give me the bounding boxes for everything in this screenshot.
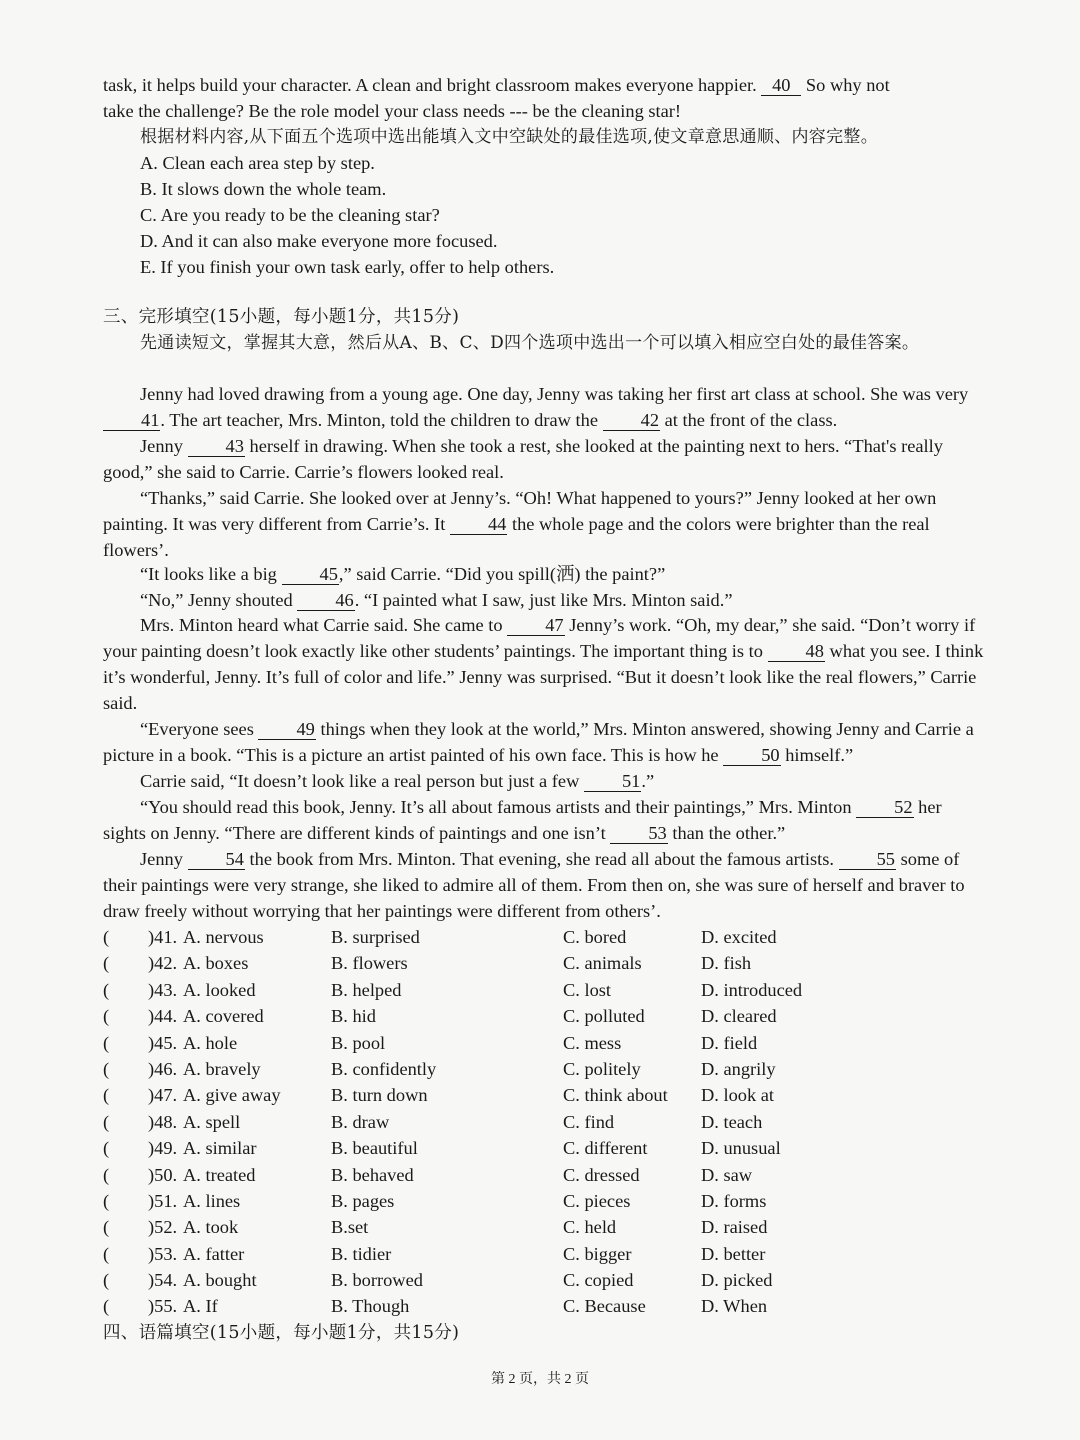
option-a: A. Clean each area step by step. — [140, 153, 375, 173]
blank-51: 51 — [584, 771, 641, 792]
question-row — [103, 1241, 983, 1267]
intro-text-post: So why not — [805, 75, 890, 95]
choice-c: C. polluted — [563, 1006, 645, 1027]
question-number: )46. — [148, 1058, 178, 1079]
question-row — [103, 950, 983, 976]
question-number: )51. — [148, 1190, 178, 1211]
passage-text: her sights on Jenny. “There are different kinds of paintings and one isn’t — [103, 797, 942, 843]
option-e: E. If you finish your own task early, offer to help others. — [140, 257, 555, 277]
question-number: )42. — [148, 953, 178, 974]
question-number: )52. — [148, 1217, 178, 1238]
answer-bracket[interactable]: ( — [103, 1270, 110, 1291]
choice-b: B. helped — [331, 979, 402, 1000]
choice-a: A. lines — [183, 1190, 241, 1211]
choice-d: D. fish — [701, 953, 752, 974]
choice-d: D. forms — [701, 1190, 767, 1211]
passage-text: Jenny had loved drawing from a young age. One day, Jenny was taking her first art class at school. She was very — [140, 384, 969, 404]
question-row — [103, 1267, 983, 1293]
blank-53: 53 — [610, 823, 667, 844]
choice-a: A. give away — [183, 1085, 281, 1106]
answer-bracket[interactable]: ( — [103, 1006, 110, 1027]
question-number: )48. — [148, 1111, 178, 1132]
passage-paragraph-4 — [103, 561, 988, 587]
question-number: )44. — [148, 1006, 178, 1027]
blank-52: 52 — [856, 797, 913, 818]
answer-bracket[interactable]: ( — [103, 1058, 110, 1079]
choice-b: B. pool — [331, 1032, 386, 1053]
answer-bracket[interactable]: ( — [103, 953, 110, 974]
question-row — [103, 1188, 983, 1214]
choice-a: A. hole — [183, 1032, 238, 1053]
answer-bracket[interactable]: ( — [103, 1164, 110, 1185]
choice-a: A. spell — [183, 1111, 241, 1132]
choice-d: D. look at — [701, 1085, 775, 1106]
option-d: D. And it can also make everyone more focused. — [140, 231, 498, 251]
question-row — [103, 1056, 983, 1082]
blank-43: 43 — [188, 436, 245, 457]
answer-bracket[interactable]: ( — [103, 979, 110, 1000]
blank-44: 44 — [450, 514, 507, 535]
passage-paragraph-7 — [103, 716, 988, 768]
question-number: )45. — [148, 1032, 178, 1053]
blank-50: 50 — [723, 745, 780, 766]
section2-instruction: 根据材料内容,从下面五个选项中选出能填入文中空缺处的最佳选项,使文章意思通顺、内容完整。 — [140, 127, 879, 147]
passage-text: the whole page and the colors were brighter than the real flowers’. — [103, 514, 930, 560]
passage-text: Jenny — [140, 436, 183, 456]
answer-bracket[interactable]: ( — [103, 1085, 110, 1106]
passage-paragraph-8 — [103, 768, 988, 794]
choice-d: D. When — [701, 1296, 768, 1317]
choice-a: A. bought — [183, 1270, 257, 1291]
answer-bracket[interactable]: ( — [103, 927, 110, 947]
passage-text: . “I painted what I saw, just like Mrs. Minton said.” — [354, 590, 733, 610]
choice-b: B. Though — [331, 1296, 410, 1317]
passage-text: . The art teacher, Mrs. Minton, told the children to draw the — [160, 410, 599, 430]
question-number: )54. — [148, 1270, 178, 1291]
blank-47: 47 — [507, 615, 564, 636]
choice-c: C. copied — [563, 1270, 634, 1291]
question-number: )47. — [148, 1085, 178, 1106]
passage-paragraph-1 — [103, 381, 988, 433]
choice-a: A. If — [183, 1296, 218, 1317]
answer-bracket[interactable]: ( — [103, 1243, 110, 1264]
section4-heading: 四、语篇填空(15小题，每小题1分，共15分) — [103, 1323, 460, 1343]
choice-b: B. behaved — [331, 1164, 414, 1185]
intro-line-2: take the challenge? Be the role model your class needs --- be the cleaning star! — [103, 101, 682, 121]
passage-text: himself.” — [785, 745, 854, 765]
option-c: C. Are you ready to be the cleaning star? — [140, 205, 440, 225]
choice-c: C. politely — [563, 1058, 641, 1079]
choice-a: A. fatter — [183, 1243, 245, 1264]
choice-d: D. angrily — [701, 1058, 776, 1079]
intro-text: task, it helps build your character. A clean and bright classroom makes everyone happier. — [103, 75, 757, 95]
passage-text: “Thanks,” said Carrie. She looked over at Jenny’s. “Oh! What happened to yours?” Jenny looked at her own painting. It was very different from Carrie’s. It — [103, 488, 937, 534]
blank-42: 42 — [603, 410, 660, 431]
question-row — [103, 1030, 983, 1056]
choice-c: C. pieces — [563, 1190, 631, 1211]
passage-text: “Everyone sees — [140, 719, 254, 739]
choice-a: A. took — [183, 1217, 239, 1238]
choice-a: A. covered — [183, 1006, 264, 1027]
passage-paragraph-5 — [103, 587, 988, 613]
choice-b: B. draw — [331, 1111, 390, 1132]
passage-paragraph-6 — [103, 612, 988, 716]
choice-c: C. animals — [563, 953, 642, 974]
page-footer: 第 2 页，共 2 页 — [491, 1372, 589, 1387]
question-row — [103, 1109, 983, 1135]
choice-a: A. similar — [183, 1138, 257, 1159]
choice-b: B. surprised — [331, 927, 420, 947]
passage-text: Jenny — [140, 849, 183, 869]
intro-line-1 — [103, 72, 988, 98]
choice-d: D. picked — [701, 1270, 773, 1291]
choice-c: C. mess — [563, 1032, 622, 1053]
blank-55: 55 — [839, 849, 896, 870]
choice-d: D. cleared — [701, 1006, 777, 1027]
passage-text: “It looks like a big — [140, 564, 277, 584]
blank-41: 41 — [103, 410, 160, 431]
blank-46: 46 — [297, 590, 354, 611]
choice-a: A. bravely — [183, 1058, 261, 1079]
passage-text: “No,” Jenny shouted — [140, 590, 293, 610]
choice-b: B. tidier — [331, 1243, 392, 1264]
passage-text: at the front of the class. — [664, 410, 838, 430]
question-row — [103, 1082, 983, 1108]
answer-bracket[interactable]: ( — [103, 1296, 110, 1317]
choice-c: C. bigger — [563, 1243, 632, 1264]
passage-text: Carrie said, “It doesn’t look like a real person but just a few — [140, 771, 580, 791]
choice-b: B. confidently — [331, 1058, 437, 1079]
blank-45: 45 — [282, 564, 339, 585]
blank-49: 49 — [258, 719, 315, 740]
choice-b: B. flowers — [331, 953, 408, 974]
question-row — [103, 1293, 983, 1319]
choice-b: B. borrowed — [331, 1270, 423, 1291]
choice-c: C. different — [563, 1138, 648, 1159]
choice-c: C. bored — [563, 927, 627, 947]
choice-c: C. Because — [563, 1296, 646, 1317]
question-list — [103, 924, 983, 1320]
choice-c: C. think about — [563, 1085, 668, 1106]
choice-d: D. raised — [701, 1217, 768, 1238]
answer-bracket[interactable]: ( — [103, 1032, 110, 1053]
passage-text: than the other.” — [672, 823, 786, 843]
passage-text: ,” said Carrie. “Did you spill(洒) the paint?” — [338, 564, 666, 584]
passage-paragraph-10 — [103, 846, 988, 924]
question-row — [103, 977, 983, 1003]
passage-paragraph-9 — [103, 794, 988, 846]
blank-48: 48 — [768, 641, 825, 662]
passage-text: .” — [641, 771, 655, 791]
passage-text: “You should read this book, Jenny. It’s all about famous artists and their paintings,” Mrs. Minton — [140, 797, 852, 817]
question-number: )50. — [148, 1164, 178, 1185]
choice-d: D. excited — [701, 927, 777, 947]
blank-40: 40 — [761, 75, 801, 96]
section3-instruction: 先通读短文，掌握其大意，然后从A、B、C、D四个选项中选出一个可以填入相应空白处的最佳答案。 — [140, 333, 920, 353]
choice-c: C. lost — [563, 979, 612, 1000]
passage-text: the book from Mrs. Minton. That evening, she read all about the famous artists. — [249, 849, 834, 869]
choice-d: D. unusual — [701, 1138, 781, 1159]
passage-text: things when they look at the world,” Mrs. Minton answered, showing Jenny and Carrie a picture in a book. “This is a picture an artist painted of his own face. This is how he — [103, 719, 974, 765]
option-b: B. It slows down the whole team. — [140, 179, 387, 199]
choice-b: B. beautiful — [331, 1138, 418, 1159]
question-number: )53. — [148, 1243, 178, 1264]
question-number: )49. — [148, 1138, 178, 1159]
choice-c: C. find — [563, 1111, 615, 1132]
choice-b: B. hid — [331, 1006, 376, 1027]
passage-text: herself in drawing. When she took a rest, she looked at the painting next to hers. “That's really good,” she said to Carrie. Carrie’s flowers looked real. — [103, 436, 943, 482]
question-row — [103, 1003, 983, 1029]
choice-c: C. dressed — [563, 1164, 640, 1185]
choice-c: C. held — [563, 1217, 617, 1238]
section3-heading: 三、完形填空(15小题，每小题1分，共15分) — [103, 307, 460, 327]
choice-d: D. better — [701, 1243, 766, 1264]
passage-paragraph-2 — [103, 433, 988, 485]
answer-bracket[interactable]: ( — [103, 1190, 110, 1211]
choice-d: D. field — [701, 1032, 758, 1053]
answer-bracket[interactable]: ( — [103, 1111, 110, 1132]
question-row — [103, 924, 983, 950]
choice-d: D. teach — [701, 1111, 763, 1132]
passage-text: Jenny’s work. “Oh, my dear,” she said. “Don’t worry if your painting doesn’t look exactly like other students’ paintings. The important thing is to — [103, 615, 976, 661]
choice-b: B. pages — [331, 1190, 395, 1211]
question-number: )43. — [148, 979, 178, 1000]
passage-paragraph-3 — [103, 485, 988, 563]
choice-b: B. turn down — [331, 1085, 428, 1106]
passage-text: Mrs. Minton heard what Carrie said. She came to — [140, 615, 503, 635]
choice-a: A. nervous — [183, 927, 264, 947]
question-row — [103, 1214, 983, 1240]
question-row — [103, 1135, 983, 1161]
answer-bracket[interactable]: ( — [103, 1138, 110, 1159]
question-row — [103, 1162, 983, 1188]
question-number: )55. — [148, 1296, 178, 1317]
choice-a: A. boxes — [183, 953, 249, 974]
passage-text: what you see. I think it’s wonderful, Jenny. It’s full of color and life.” Jenny was surprised. “But it doesn’t look like the real flowers,” Carrie said. — [103, 641, 984, 713]
answer-bracket[interactable]: ( — [103, 1217, 110, 1238]
choice-b: B.set — [331, 1217, 369, 1238]
choice-d: D. saw — [701, 1164, 753, 1185]
choice-a: A. treated — [183, 1164, 256, 1185]
question-number: )41. — [148, 927, 178, 947]
choice-d: D. introduced — [701, 979, 803, 1000]
passage-text: some of their paintings were very strange, she liked to admire all of them. From then on, she was sure of herself and braver to draw freely without worrying that her paintings were different from others’. — [103, 849, 965, 921]
choice-a: A. looked — [183, 979, 256, 1000]
blank-54: 54 — [188, 849, 245, 870]
